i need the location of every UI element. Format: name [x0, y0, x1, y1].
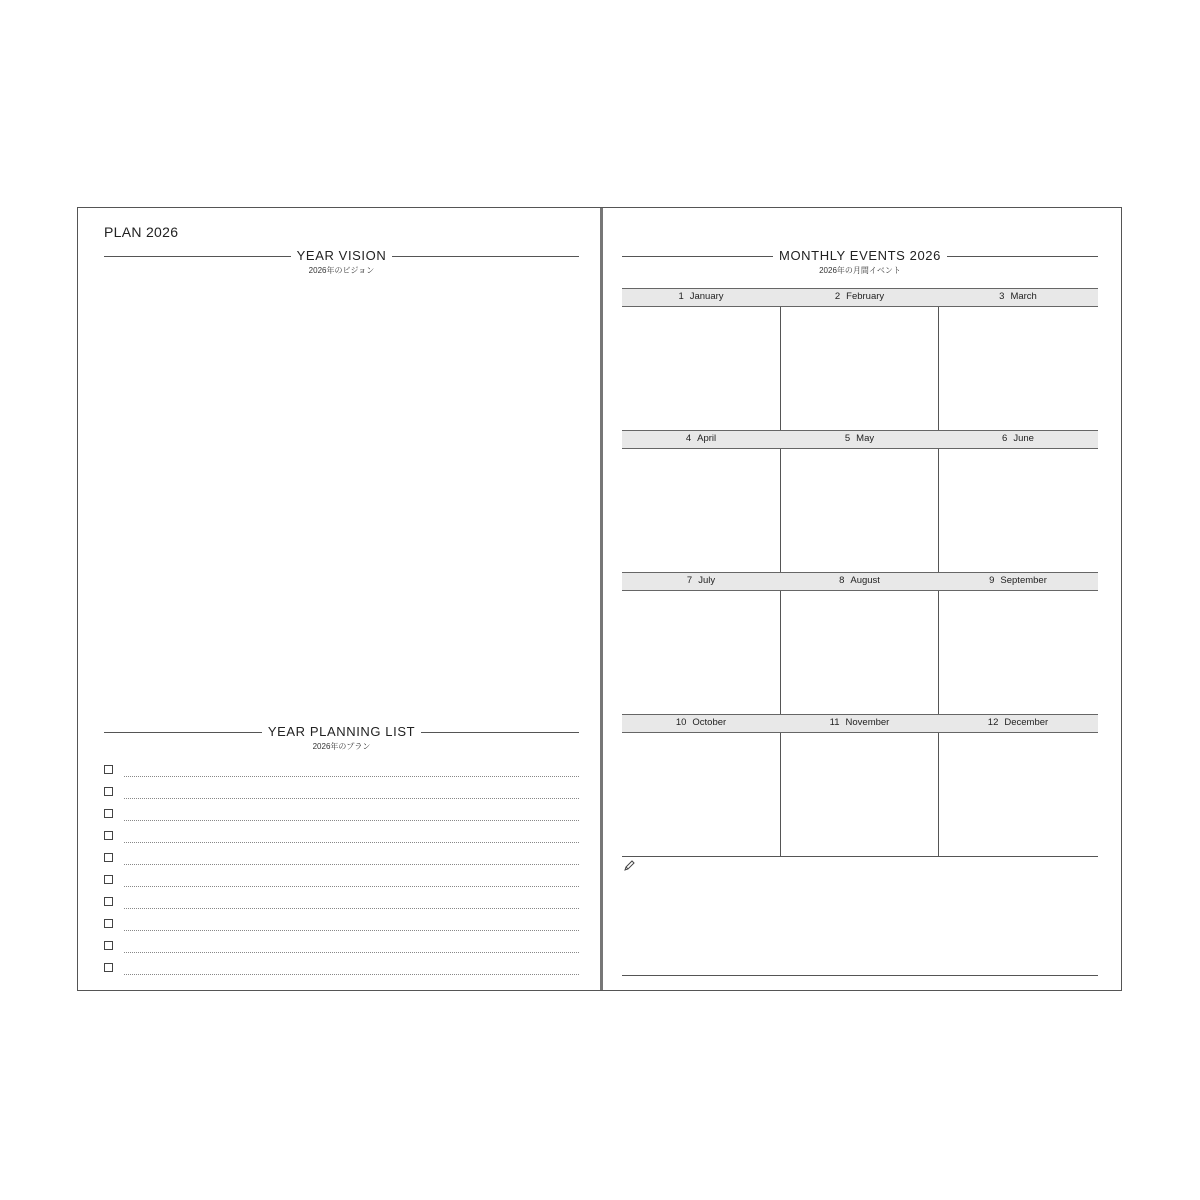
dotted-writing-line [124, 908, 579, 909]
page-gutter [600, 208, 603, 990]
month-name: March [1010, 291, 1037, 302]
column-divider [780, 449, 781, 572]
dotted-writing-line [124, 842, 579, 843]
checkbox[interactable] [104, 787, 113, 796]
month-grid [622, 288, 1098, 856]
column-divider [938, 733, 939, 856]
month-label [781, 717, 939, 729]
checkbox[interactable] [104, 853, 113, 862]
month-label [622, 291, 780, 303]
month-label [781, 575, 939, 587]
month-cell[interactable] [939, 714, 1097, 856]
month-cell[interactable] [781, 288, 939, 430]
monthly-events-title: MONTHLY EVENTS 2026 [773, 248, 947, 263]
month-name: April [697, 433, 717, 444]
checkbox[interactable] [104, 875, 113, 884]
notes-top-rule [622, 856, 1098, 857]
dotted-writing-line [124, 886, 579, 887]
column-divider [938, 591, 939, 714]
month-label [939, 575, 1097, 587]
month-name: November [845, 717, 890, 728]
month-name: February [846, 291, 885, 302]
column-divider [780, 591, 781, 714]
month-number: 11 [829, 717, 840, 728]
month-row [622, 714, 1098, 856]
planning-checklist [104, 763, 579, 983]
month-number: 12 [987, 717, 999, 728]
month-cell[interactable] [781, 714, 939, 856]
year-vision-header [104, 248, 579, 274]
dotted-writing-line [124, 952, 579, 953]
checkbox[interactable] [104, 963, 113, 972]
month-name: August [850, 575, 880, 586]
month-number: 6 [1002, 433, 1008, 444]
month-cell[interactable] [781, 430, 939, 572]
checkbox[interactable] [104, 809, 113, 818]
year-planning-title: YEAR PLANNING LIST [262, 724, 421, 739]
plan-title: PLAN 2026 [104, 224, 179, 240]
checklist-row [104, 895, 579, 917]
dotted-writing-line [124, 776, 579, 777]
dotted-writing-line [124, 798, 579, 799]
month-label [939, 291, 1097, 303]
month-cell[interactable] [939, 572, 1097, 714]
month-name: May [856, 433, 875, 444]
column-divider [938, 307, 939, 430]
checkbox[interactable] [104, 897, 113, 906]
month-label [781, 291, 939, 303]
checkbox[interactable] [104, 919, 113, 928]
month-cell[interactable] [939, 288, 1097, 430]
month-number: 2 [834, 291, 841, 302]
month-number: 1 [678, 291, 684, 302]
pencil-icon [623, 860, 635, 872]
checklist-row [104, 917, 579, 939]
column-divider [938, 449, 939, 572]
year-planning-subtitle: 2026年のプラン [312, 742, 371, 751]
month-label [622, 717, 780, 729]
checklist-row [104, 763, 579, 785]
month-cell[interactable] [939, 430, 1097, 572]
month-cell[interactable] [622, 714, 780, 856]
checklist-row [104, 807, 579, 829]
column-divider [780, 307, 781, 430]
month-cell[interactable] [781, 572, 939, 714]
month-number: 4 [685, 433, 692, 444]
checkbox[interactable] [104, 831, 113, 840]
month-cell[interactable] [622, 430, 780, 572]
checkbox[interactable] [104, 941, 113, 950]
year-vision-subtitle: 2026年のビジョン [308, 266, 375, 275]
year-planning-header [104, 724, 579, 750]
month-label [781, 433, 939, 445]
month-name: July [698, 575, 716, 586]
month-name: October [692, 717, 727, 728]
notes-bottom-rule [622, 975, 1098, 976]
month-number: 5 [844, 433, 851, 444]
checklist-row [104, 851, 579, 873]
checklist-row [104, 939, 579, 961]
checkbox[interactable] [104, 765, 113, 774]
dotted-writing-line [124, 974, 579, 975]
month-label [939, 717, 1097, 729]
year-vision-title: YEAR VISION [291, 248, 393, 263]
month-row [622, 572, 1098, 714]
checklist-row [104, 873, 579, 895]
month-number: 3 [999, 291, 1005, 302]
month-row [622, 288, 1098, 430]
dotted-writing-line [124, 930, 579, 931]
dotted-writing-line [124, 864, 579, 865]
month-name: September [1000, 575, 1047, 586]
month-name: December [1004, 717, 1049, 728]
month-number: 8 [839, 575, 845, 586]
checklist-row [104, 829, 579, 851]
monthly-events-subtitle: 2026年の月間イベント [819, 266, 901, 275]
month-row [622, 430, 1098, 572]
planner-spread [77, 207, 1122, 991]
month-label [622, 575, 780, 587]
month-number: 7 [686, 575, 693, 586]
month-label [622, 433, 780, 445]
month-label [939, 433, 1097, 445]
column-divider [780, 733, 781, 856]
month-name: January [689, 291, 724, 302]
checklist-row [104, 961, 579, 983]
checklist-row [104, 785, 579, 807]
monthly-events-header [622, 248, 1098, 274]
month-name: June [1013, 433, 1034, 444]
dotted-writing-line [124, 820, 579, 821]
month-number: 9 [989, 575, 995, 586]
month-cell[interactable] [622, 288, 780, 430]
month-cell[interactable] [622, 572, 780, 714]
month-number: 10 [675, 717, 687, 728]
